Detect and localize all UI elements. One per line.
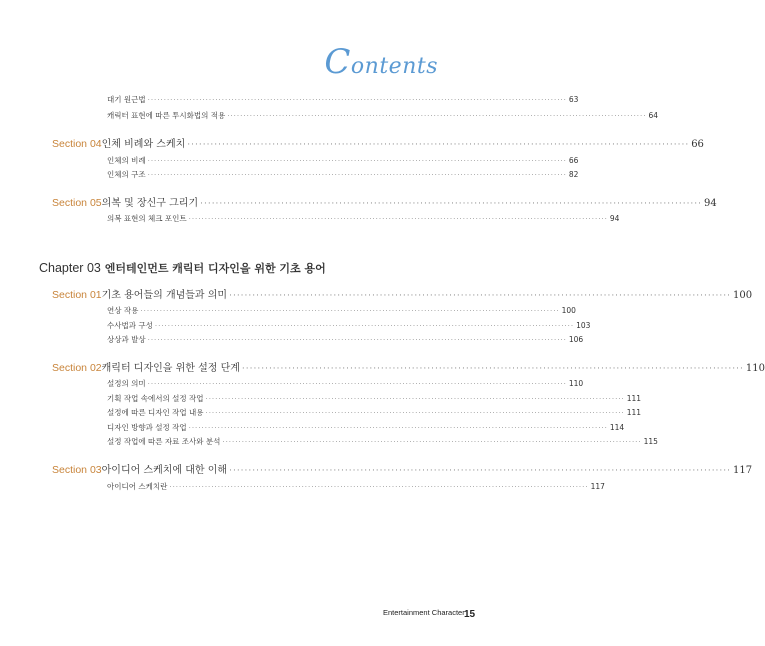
entry-page: 64 <box>648 111 659 120</box>
toc-entry[interactable] <box>107 481 605 492</box>
leader-dots: ·································································································································· <box>147 157 567 165</box>
entry-page: 114 <box>609 423 625 432</box>
section-page: 110 <box>745 363 765 374</box>
entry-title: 인체의 비례 <box>107 156 146 165</box>
section-title: 인체 비례와 스케치 <box>101 139 186 150</box>
leader-dots: ·································································································································· <box>229 466 732 476</box>
toc-entry[interactable] <box>107 155 579 166</box>
leader-dots: ·································································································································· <box>147 336 567 344</box>
entry-page: 66 <box>568 156 579 165</box>
leader-dots: ·································································································································· <box>140 307 560 315</box>
leader-dots: ·································································································································· <box>227 112 647 120</box>
leader-dots: ·································································································································· <box>187 140 690 150</box>
leader-dots: ·································································································································· <box>147 380 567 388</box>
section-label: Section 03 <box>52 464 102 476</box>
entry-page: 100 <box>561 306 576 315</box>
chapter-label: Chapter 03 <box>39 261 101 275</box>
entry-page: 94 <box>609 214 620 223</box>
section-heading[interactable] <box>52 461 753 476</box>
toc-entry[interactable] <box>107 94 579 105</box>
section-title: 아이디어 스케치에 대한 이해 <box>101 465 228 476</box>
section-label: Section 05 <box>52 197 102 209</box>
toc-entry[interactable] <box>107 393 642 404</box>
leader-dots: ·································································································································· <box>222 438 642 446</box>
entry-page: 103 <box>576 321 591 330</box>
leader-dots: ·································································································································· <box>169 483 589 491</box>
leader-dots: ·································································································································· <box>205 409 625 417</box>
section-page: 94 <box>704 198 717 209</box>
entry-page: 111 <box>626 394 642 403</box>
section-label: Section 01 <box>52 289 102 301</box>
toc-entry[interactable] <box>107 305 576 316</box>
section-title: 캐릭터 디자인을 위한 설정 단계 <box>101 363 240 374</box>
leader-dots: ·································································································································· <box>147 96 567 104</box>
entry-title: 상상과 발상 <box>107 335 146 344</box>
toc-entry[interactable] <box>107 213 620 224</box>
section-label: Section 02 <box>52 362 102 374</box>
entry-page: 111 <box>626 408 642 417</box>
entry-title: 연상 작용 <box>107 306 139 315</box>
toc-entry[interactable] <box>107 422 625 433</box>
toc-entry[interactable] <box>107 378 584 389</box>
section-page: 66 <box>691 139 704 150</box>
leader-dots: ·································································································································· <box>188 215 608 223</box>
entry-title: 설정 작업에 따른 자료 조사와 분석 <box>107 437 221 446</box>
toc-entry[interactable] <box>107 169 579 180</box>
section-heading[interactable] <box>52 194 717 209</box>
leader-dots: ·································································································································· <box>147 171 567 179</box>
entry-title: 수사법과 구성 <box>107 321 153 330</box>
section-page: 117 <box>733 465 753 476</box>
section-title: 기초 용어들의 개념들과 의미 <box>101 290 228 301</box>
contents-rest: ontents <box>350 54 438 79</box>
entry-title: 디자인 방향과 설정 작업 <box>107 423 187 432</box>
toc-entry[interactable] <box>107 436 658 447</box>
leader-dots: ·································································································································· <box>200 199 703 209</box>
entry-page: 82 <box>568 170 579 179</box>
leader-dots: ·································································································································· <box>205 395 625 403</box>
entry-title: 대기 원근법 <box>107 95 146 104</box>
entry-title: 아이디어 스케치란 <box>107 482 168 491</box>
entry-title: 인체의 구조 <box>107 170 146 179</box>
toc-entry[interactable] <box>107 407 642 418</box>
section-heading[interactable] <box>52 359 765 374</box>
toc-entry[interactable] <box>107 320 591 331</box>
entry-page: 115 <box>643 437 658 446</box>
entry-title: 기획 작업 속에서의 설정 작업 <box>107 394 204 403</box>
page-number: 15 <box>464 609 476 620</box>
leader-dots: ·································································································································· <box>154 322 575 330</box>
entry-title: 설정에 따른 디자인 작업 내용 <box>107 408 204 417</box>
entry-title: 설정의 의미 <box>107 379 146 388</box>
section-heading[interactable] <box>52 286 753 301</box>
section-title: 의복 및 장신구 그리기 <box>101 198 199 209</box>
entry-page: 63 <box>568 95 579 104</box>
entry-title: 캐릭터 표현에 따른 투시화법의 적용 <box>107 111 226 120</box>
section-heading[interactable] <box>52 135 704 150</box>
entry-page: 106 <box>568 335 584 344</box>
leader-dots: ·································································································································· <box>241 364 744 374</box>
book-title-footer: Entertainment Character <box>383 608 465 617</box>
entry-page: 117 <box>590 482 605 491</box>
leader-dots: ·································································································································· <box>188 424 608 432</box>
chapter-heading[interactable] <box>39 260 326 276</box>
entry-page: 110 <box>568 379 584 388</box>
contents-initial: C <box>324 42 351 82</box>
toc-entry[interactable] <box>107 110 659 121</box>
entry-title: 의복 표현의 체크 포인트 <box>107 214 187 223</box>
leader-dots: ·································································································································· <box>229 291 732 301</box>
toc-entry[interactable] <box>107 334 584 345</box>
section-label: Section 04 <box>52 138 102 150</box>
section-page: 100 <box>733 290 753 301</box>
chapter-title: 엔터테인먼트 캐릭터 디자인을 위한 기초 용어 <box>104 262 326 275</box>
